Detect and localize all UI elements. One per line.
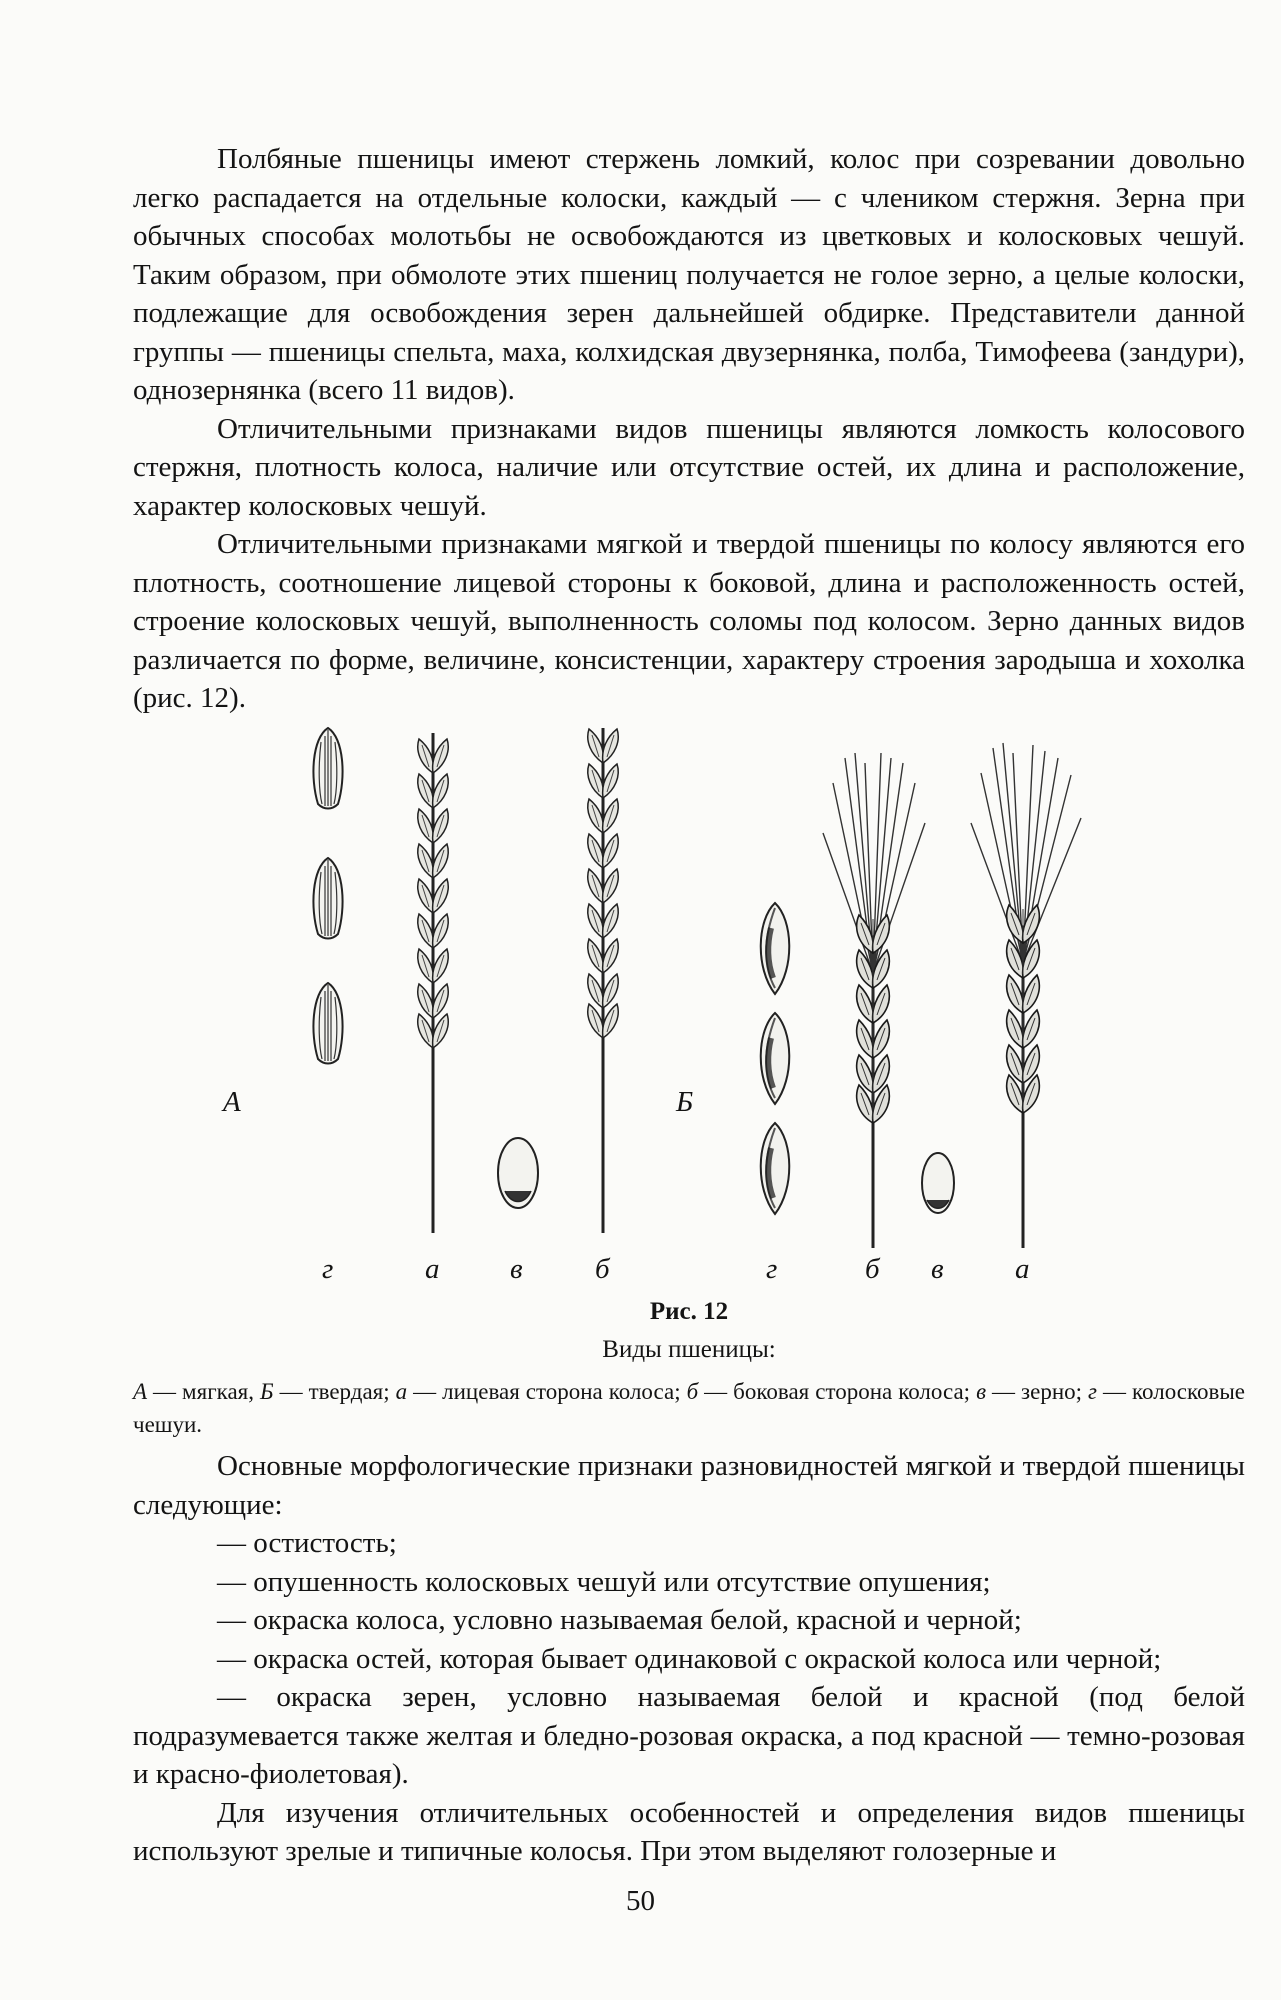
legend-text: — мягкая, [147,1379,260,1404]
legend-key: в [976,1379,987,1404]
page-number: 50 [626,1885,655,1917]
paragraph: Отличительными признаками видов пшеницы являются ломкость колосового стержня, плотность колоса, наличие или отсутствие остей, их длина и расположение, характер колосковых чешуй. [133,412,1245,522]
figure-legend [133,1375,1245,1441]
figure-wheat-species [133,713,1245,1293]
legend-text: — твердая; [273,1379,396,1404]
list-item: — окраска остей, которая бывает одинаковой с окраской колоса или черной; [217,1642,1162,1675]
group-label-b: Б [676,1086,694,1118]
text-block-bottom [133,1447,1245,1871]
spike-a-face [418,733,448,1233]
grain-b [922,1153,954,1213]
glume-b-3 [761,1123,790,1214]
legend-text: — колосковые чешуи. [133,1379,1246,1437]
wheat-illustration [133,713,1245,1293]
legend-text: — боковая сторона колоса; [698,1379,977,1404]
spike-b-face [971,743,1081,1248]
legend-key: Б [260,1379,274,1404]
figure-label: в [931,1253,944,1285]
figure-title: Рис. 12 [649,1298,729,1325]
paragraph: Отличительными признаками мягкой и твердой пшеницы по колосу являются его плотность, соотношение лицевой стороны к боковой, длина и расположенность остей, строение колосковых чешуй, выполненность соломы под колосом. Зерно данных видов различается по форме, величине, консистенции, характеру строения зародыша и хохолка (рис. 12). [133,528,1245,714]
text-block-top [133,140,1245,718]
paragraph: Основные морфологические признаки разновидностей мягкой и твердой пшеницы следующие: [133,1450,1245,1521]
legend-key: б [686,1379,699,1404]
legend-key: а [395,1379,408,1404]
glume-b-1 [761,903,790,994]
glume-a-3 [313,983,342,1064]
glume-b-2 [761,1013,790,1104]
figure-label: в [510,1253,523,1285]
legend-key: г [1088,1379,1098,1404]
list-item: — окраска зерен, условно называемая белой и красной (под белой подразумевается также желтая и бледно-розовая окраска, а под красной — темно-розовая и красно-фиолетовая). [133,1681,1245,1790]
glume-a-1 [313,728,342,809]
paragraph: Для изучения отличительных особенностей и определения видов пшеницы используют зрелые и типичные колосья. При этом выделяют голозерные и [133,1796,1245,1867]
spike-b-side [823,753,925,1248]
figure-subtitle: Виды пшеницы: [602,1336,776,1363]
legend-text: — лицевая сторона колоса; [407,1379,687,1404]
group-label-a: А [223,1086,241,1118]
spike-a-side [588,728,618,1233]
glume-a-2 [313,858,342,939]
figure-label: г [322,1253,334,1285]
list-item: — окраска колоса, условно называемая белой, красной и черной; [217,1604,1022,1636]
paragraph: Полбяные пшеницы имеют стержень ломкий, колос при созревании довольно легко распадается на отдельные колоски, каждый — с члеником стержня. Зерна при обычных способах молотьбы не освобождаются из цветковых и колосковых чешуй. Таким образом, при обмолоте этих пшениц получается не голое зерно, а целые колоски, подлежащие для освобождения зерен дальнейшей обдирке. Представители данной группы — пшеницы спельта, маха, колхидская двузернянка, полба, Тимофеева (зандури), однозернянка (всего 11 видов). [133,143,1245,406]
figure-label: а [425,1253,440,1285]
list-item: — остистость; [217,1527,397,1559]
list-item: — опушенность колосковых чешуй или отсутствие опушения; [217,1565,991,1598]
legend-text: — зерно; [986,1379,1089,1404]
figure-label: а [1015,1253,1030,1285]
grain-a [498,1138,538,1208]
figure-label: б [865,1253,880,1285]
figure-label: г [766,1253,778,1285]
figure-label: б [595,1253,610,1285]
legend-key: А [133,1379,148,1404]
